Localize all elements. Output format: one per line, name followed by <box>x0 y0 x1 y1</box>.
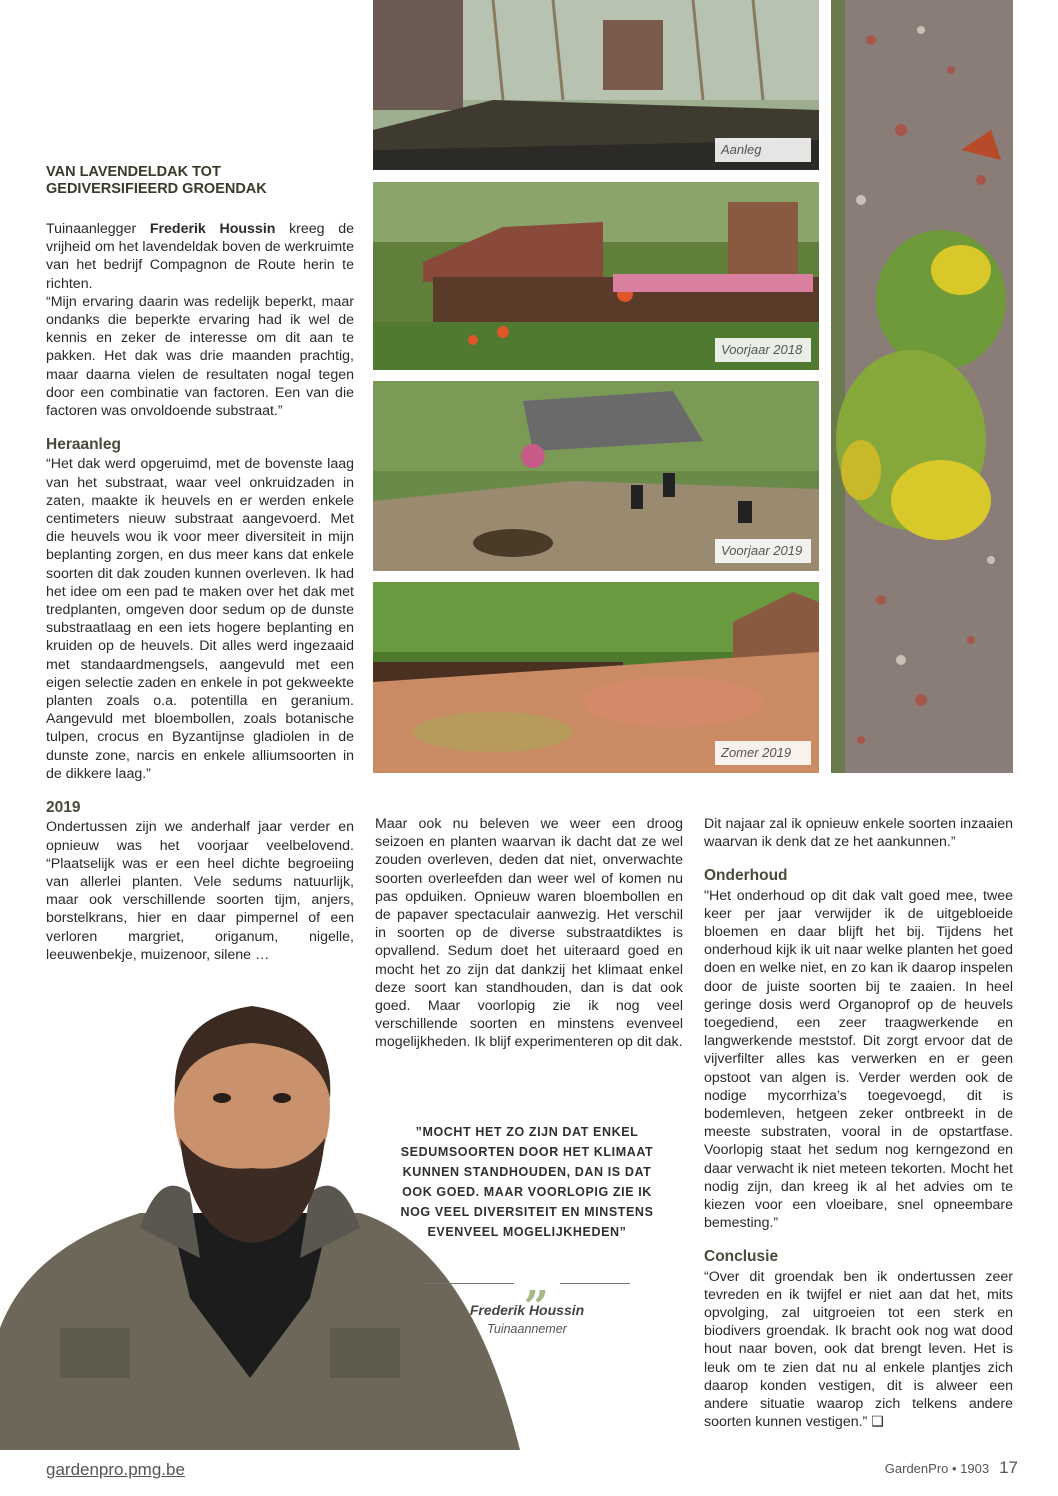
conclusie-text: “Over dit groendak ben ik ondertussen zeer tevreden en ik twijfel er niet aan dat het, mits opvolging, zal uitgroeien tot een sterk en biodivers groendak. Ik bracht ook nog wat dood hout naar boven, ook dat brengt leven. Het is leuk om te zien dat nu al enkele plantjes zich daarop konden vestigen, dit is alweer een andere situatie waarop zich telkens andere soorten kunnen vestigen.” ❑ <box>704 1268 1013 1431</box>
caption-aanleg: Aanleg <box>715 138 811 162</box>
caption-voorjaar-2019: Voorjaar 2019 <box>715 539 811 563</box>
right-column <box>704 815 1013 1432</box>
caption-voorjaar-2018: Voorjaar 2018 <box>715 338 811 362</box>
caption-zomer-2019: Zomer 2019 <box>715 741 811 765</box>
photo-sedum-closeup <box>831 0 1013 773</box>
middle-text: Maar ook nu beleven we weer een droog seizoen en planten waarvan ik dacht dat ze wel zouden overleven, deden dat niet, onverwachte soorten overleefden dan weer wel of komen nu pas opduiken. Opnieuw waren bloembollen en de papaver spectaculair aanwezig. Het verschil in soorten op de diverse substraatdiktes is opvallend. Sedum doet het uiteraard goed en mocht het zo zijn dat dankzij het klimaat enkel deze soort kan standhouden, dan is dat ook goed. Maar voorlopig zie ik nog veel verschillende soorten en minstens evenveel mogelijkheden. Ik blijf experimenteren op dit dak. <box>375 816 683 1051</box>
quote-mark-icon: „ <box>524 1257 550 1308</box>
quote-author: Frederik Houssin <box>469 1302 585 1318</box>
left-column <box>46 164 354 964</box>
end-mark: ❑ <box>871 1414 884 1431</box>
y2019-text: Ondertussen zijn we anderhalf jaar verder en opnieuw was het voorjaar veelbelovend. “Plaatselijk was er een heel dichte begroeiing van allerlei planten. Vele sedums natuurlijk, maar ook verschillende soorten tijm, anjers, borstelkrans, hier en daar pimpernel of een verloren margriet, origanum, nigelle, leeuwenbekje, muizenoor, silene … <box>46 819 354 963</box>
footer-page-info <box>885 1458 1018 1478</box>
heading-onderhoud: Onderhoud <box>704 867 788 885</box>
intro-paragraph: Tuinaanlegger Frederik Houssin kreeg de vrijheid om het lavendeldak boven de werkruimte van het bedrijf Compagnon de Route herin te richten. <box>46 221 354 292</box>
photo-sedum-image <box>831 0 1013 773</box>
divider <box>424 1283 514 1284</box>
footer-magazine: GardenPro • 1903 <box>884 1461 990 1476</box>
intro-quote: “Mijn ervaring daarin was redelijk beperkt, maar ondanks die beperkte ervaring had ik wel de kennis en zeker de interesse om dit aan te pakken. Het dak was drie maanden prachtig, maar daarna vielen de resultaten nogal tegen door een combinatie van factoren. Een van die factoren was onvoldoende substraat.” <box>46 293 354 420</box>
quote-author-role: Tuinaannemer <box>487 1322 567 1336</box>
article-title: VAN LAVENDELDAK TOT GEDIVERSIFIEERD GROENDAK <box>46 164 267 197</box>
divider <box>560 1283 630 1284</box>
heading-heraanleg: Heraanleg <box>46 436 121 454</box>
pull-quote-attribution <box>392 1257 662 1336</box>
photo-aanleg <box>373 0 819 170</box>
onderhoud-text: "Het onderhoud op dit dak valt goed mee, twee keer per jaar verwijder ik de uitgebloeide bloemen en daar blijft het bij. Tijdens het onderhoud kijk ik uit naar welke planten het goed doen en welke niet, en zo kan ik daarop inspelen door de juiste soorten bij te zaaien. In heel geringe dosis werd Organoprof op de heuvels toegediend, een zeer traagwerkende en langwerkende meststof. Dit zorgt ervoor dat de vijverfilter alles kas verwerken en er geen opstoot van algen is. Verder werden ook de nodige mycorrhiza’s toegevoegd, dit is bodemleven, hetgeen zeker ontbreekt in de meeste substraten, vooral in de opstartfase. Voorlopig staat het sedum nog kerngezond en daar verwacht ik niet meteen tekorten. Mocht het nodig zijn, dan kreeg ik al het advies om te kiezen voor een vloeibare, snel opneembare bemesting.” <box>704 887 1013 1232</box>
photo-voorjaar-2019 <box>373 381 819 571</box>
footer-website-link[interactable]: gardenpro.pmg.be <box>46 1460 185 1479</box>
heading-conclusie: Conclusie <box>704 1248 779 1266</box>
photo-voorjaar-2018 <box>373 182 819 370</box>
right-intro: Dit najaar zal ik opnieuw enkele soorten inzaaien waarvan ik denk dat ze het aankunnen.” <box>704 816 1013 851</box>
pull-quote: ”MOCHT HET ZO ZIJN DAT ENKEL SEDUMSOORTEN DOOR HET KLIMAAT KUNNEN STANDHOUDEN, DAN IS DAT OOK GOED. MAAR VOORLOPIG ZIE IK NOG VEEL DIVERSITEIT EN MINSTENS EVENVEEL MOGELIJKHEDEN” <box>400 1125 654 1239</box>
page-number: 17 <box>999 1458 1018 1477</box>
heading-2019: 2019 <box>46 799 81 817</box>
photo-zomer-2019 <box>373 582 819 773</box>
heraanleg-text: “Het dak werd opgeruimd, met de bovenste laag van het substraat, waar veel onkruidzaden in zaten, maakte ik heuvels en er werden enkele centimeters nieuw substraat aangevoerd. Met die heuvels wou ik voor meer diversiteit in mijn beplanting zorgen, en dus meer kans dat enkele soorten dit dak zouden kunnen overleven. Ik had het idee om een pad te maken over het dak met tredplanten, omgeven door sedum op de dunste substraatlaag en een iets hogere beplanting en kruiden op de heuvels. Dit alles werd ingezaaid met standaardmengsels, aangevuld met een eigen selectie zaden en enkele in pot gekweekte planten zoals o.a. potentilla en geranium. Aangevuld met bloembollen, zoals botanische tulpen, crocus en Byzantijnse gladiolen in de dunste zone, narcis en enkele alliumsoorten in de dikkere laag.” <box>46 456 354 782</box>
author-name: Frederik Houssin <box>149 221 276 237</box>
